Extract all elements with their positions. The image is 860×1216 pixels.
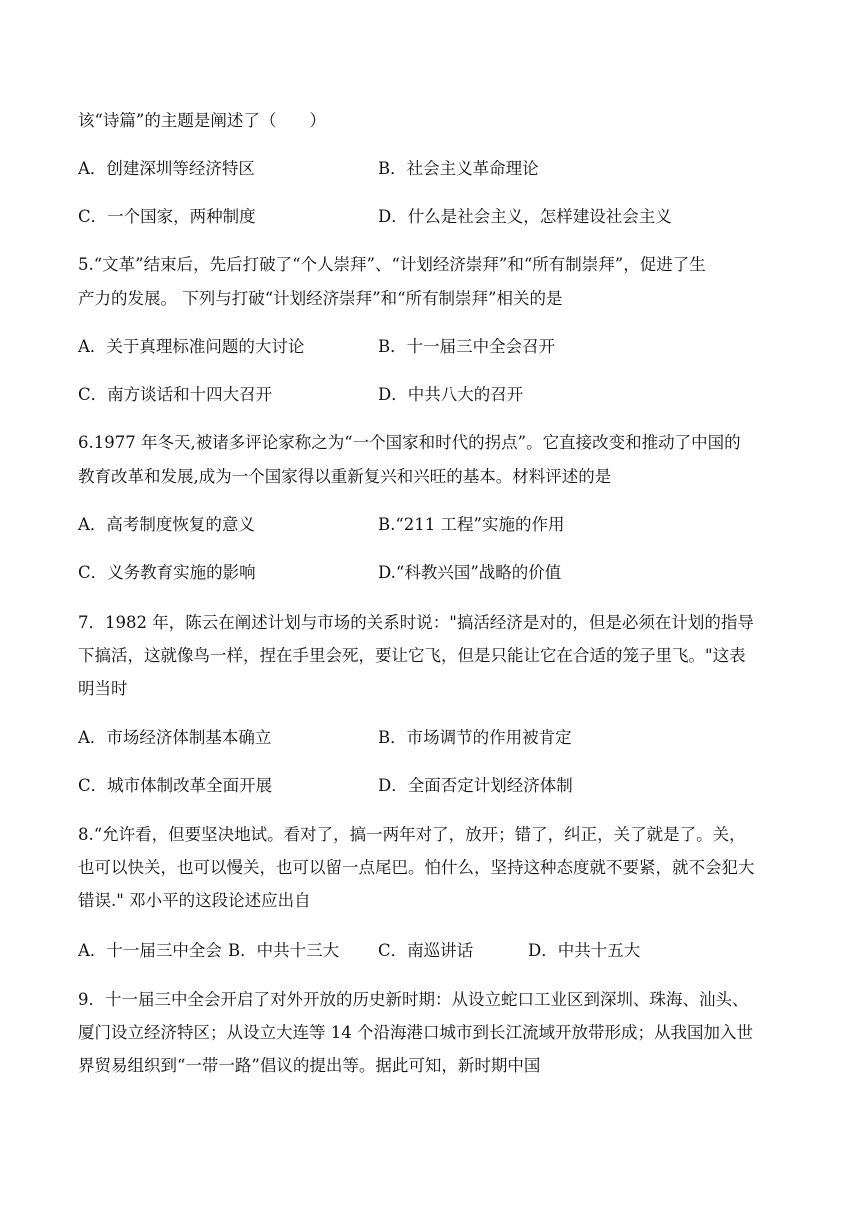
q4-option-b: B．社会主义革命理论	[378, 159, 539, 178]
q8-option-d: D．中共十五大	[528, 941, 641, 960]
q5-option-c: C．南方谈话和十四大召开	[78, 385, 273, 404]
q9-stem-line3: 界贸易组织到“一带一路”倡议的提出等。据此可知，新时期中国	[78, 1056, 541, 1075]
q6-option-d: D.“科教兴国”战略的价值	[378, 563, 562, 582]
q9-stem-line2: 厦门设立经济特区；从设立大连等 14 个沿海港口城市到长江流域开放带形成；从我国加入世	[78, 1023, 753, 1042]
q5-stem-line2: 产力的发展。 下列与打破“计划经济崇拜”和“所有制崇拜”相关的是	[78, 289, 563, 308]
q8-stem-line3: 错误." 邓小平的这段论述应出自	[78, 891, 311, 910]
q4-option-d: D．什么是社会主义，怎样建设社会主义	[378, 207, 672, 226]
q6-option-b: B.“211 工程”实施的作用	[378, 515, 565, 534]
q7-option-c: C．城市体制改革全面开展	[78, 776, 273, 795]
q5-option-a: A．关于真理标准问题的大讨论	[78, 337, 305, 356]
q7-option-d: D．全面否定计划经济体制	[378, 776, 573, 795]
q4-option-a: A．创建深圳等经济特区	[78, 159, 255, 178]
q6-option-c: C．义务教育实施的影响	[78, 563, 256, 582]
q8-option-b: B．中共十三大	[228, 941, 340, 960]
q6-stem-line1: 6.1977 年冬天,被诸多评论家称之为“一个国家和时代的拐点”。它直接改变和推动了中国的	[78, 433, 741, 452]
q6-option-a: A．高考制度恢复的意义	[78, 515, 255, 534]
q7-stem-line1: 7．1982 年，陈云在阐述计划与市场的关系时说："搞活经济是对的，但是必须在计划的指导	[78, 613, 754, 632]
q7-option-a: A．市场经济体制基本确立	[78, 728, 272, 747]
q5-stem-line1: 5.“文革”结束后，先后打破了“个人崇拜”、“计划经济崇拜”和“所有制崇拜”，促进了生	[78, 255, 706, 274]
q9-stem-line1: 9．十一届三中全会开启了对外开放的历史新时期：从设立蛇口工业区到深圳、珠海、汕头、	[78, 990, 749, 1009]
q5-option-b: B．十一届三中全会召开	[378, 337, 556, 356]
q8-option-c: C．南巡讲话	[378, 941, 474, 960]
q8-stem-line2: 也可以快关，也可以慢关，也可以留一点尾巴。怕什么，坚持这种态度就不要紧，就不会犯大	[78, 858, 755, 877]
q7-stem-line3: 明当时	[78, 679, 128, 698]
q8-option-a: A．十一届三中全会	[78, 941, 222, 960]
q5-option-d: D．中共八大的召开	[378, 385, 524, 404]
q8-stem-line1: 8.“允许看，但要坚决地试。看对了，搞一两年对了，放开；错了，纠正，关了就是了。关，	[78, 825, 746, 844]
q4-option-c: C．一个国家，两种制度	[78, 207, 256, 226]
q4-stem-tail: 该“诗篇”的主题是阐述了（ ）	[78, 111, 326, 130]
q7-stem-line2: 下搞活，这就像鸟一样，捏在手里会死，要让它飞，但是只能让它在合适的笼子里飞。"这表	[78, 646, 746, 665]
q6-stem-line2: 教育改革和发展,成为一个国家得以重新复兴和兴旺的基本。材料评述的是	[78, 467, 612, 486]
q7-option-b: B．市场调节的作用被肯定	[378, 728, 572, 747]
